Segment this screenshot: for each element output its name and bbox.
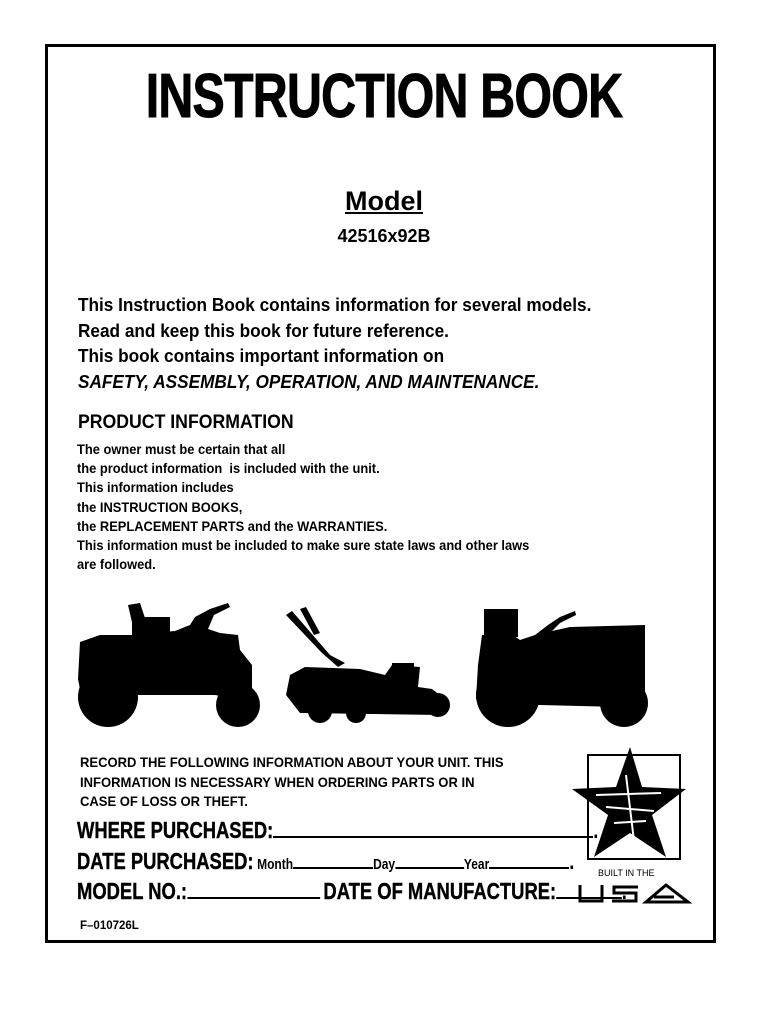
where-purchased-field[interactable] bbox=[273, 818, 593, 838]
intro-line: Read and keep this book for future reference. bbox=[78, 319, 449, 341]
built-in-usa-badge bbox=[566, 745, 694, 910]
where-purchased-label: WHERE PURCHASED: bbox=[77, 817, 274, 843]
date-purchased-label: DATE PURCHASED: bbox=[77, 848, 254, 874]
product-info-line: This information must be included to make sure state laws and other laws bbox=[77, 537, 530, 554]
model-no-field[interactable] bbox=[187, 879, 320, 899]
garden-tractor-icon bbox=[476, 609, 648, 727]
intro-line: This book contains important information on bbox=[78, 345, 445, 366]
product-info-line: The owner must be certain that all bbox=[77, 441, 286, 457]
product-info-line: are followed. bbox=[77, 556, 156, 573]
date-purchased-row: DATE PURCHASED: Month Day Year . bbox=[77, 848, 575, 874]
intro-line: This Instruction Book contains information for several models. bbox=[78, 294, 592, 315]
usa-logo bbox=[580, 885, 688, 902]
intro-text bbox=[78, 292, 591, 394]
model-no-label: MODEL NO.: bbox=[77, 878, 188, 904]
record-line: RECORD THE FOLLOWING INFORMATION ABOUT YOUR UNIT. THIS bbox=[80, 754, 504, 770]
product-info-body bbox=[77, 440, 529, 574]
model-label: Model bbox=[345, 186, 423, 216]
year-label: Year bbox=[463, 856, 490, 873]
model-number: 42516x92B bbox=[337, 226, 431, 246]
product-info-line: the product information is included with the unit. bbox=[77, 460, 380, 477]
product-info-heading: PRODUCT INFORMATION bbox=[78, 412, 294, 433]
form-code: F–010726L bbox=[80, 920, 139, 932]
year-field[interactable] bbox=[489, 849, 569, 869]
where-purchased-row: WHERE PURCHASED: . bbox=[77, 817, 599, 843]
day-field[interactable] bbox=[395, 849, 464, 869]
day-label: Day bbox=[373, 856, 396, 873]
document-title: INSTRUCTION BOOK bbox=[145, 62, 623, 131]
month-field[interactable] bbox=[293, 849, 373, 869]
intro-emphasis: SAFETY, ASSEMBLY, OPERATION, AND MAINTENANCE. bbox=[78, 370, 540, 392]
record-line: CASE OF LOSS OR THEFT. bbox=[80, 793, 248, 809]
push-mower-icon bbox=[286, 607, 450, 723]
record-line: INFORMATION IS NECESSARY WHEN ORDERING PARTS OR IN bbox=[80, 773, 475, 790]
model-manufacture-row: MODEL NO.: DATE OF MANUFACTURE: . bbox=[77, 878, 627, 904]
lawn-tractor-icon bbox=[78, 603, 260, 727]
month-label: Month bbox=[257, 856, 294, 873]
product-info-line: the INSTRUCTION BOOKS, bbox=[77, 498, 243, 515]
date-of-manufacture-label: DATE OF MANUFACTURE: bbox=[323, 878, 557, 904]
star-icon bbox=[572, 747, 686, 857]
product-info-line: the REPLACEMENT PARTS and the WARRANTIES. bbox=[77, 517, 388, 534]
built-in-the-label: BUILT IN THE bbox=[598, 868, 655, 878]
equipment-illustrations bbox=[0, 595, 768, 730]
record-instructions bbox=[80, 753, 504, 812]
product-info-line: This information includes bbox=[77, 479, 234, 496]
